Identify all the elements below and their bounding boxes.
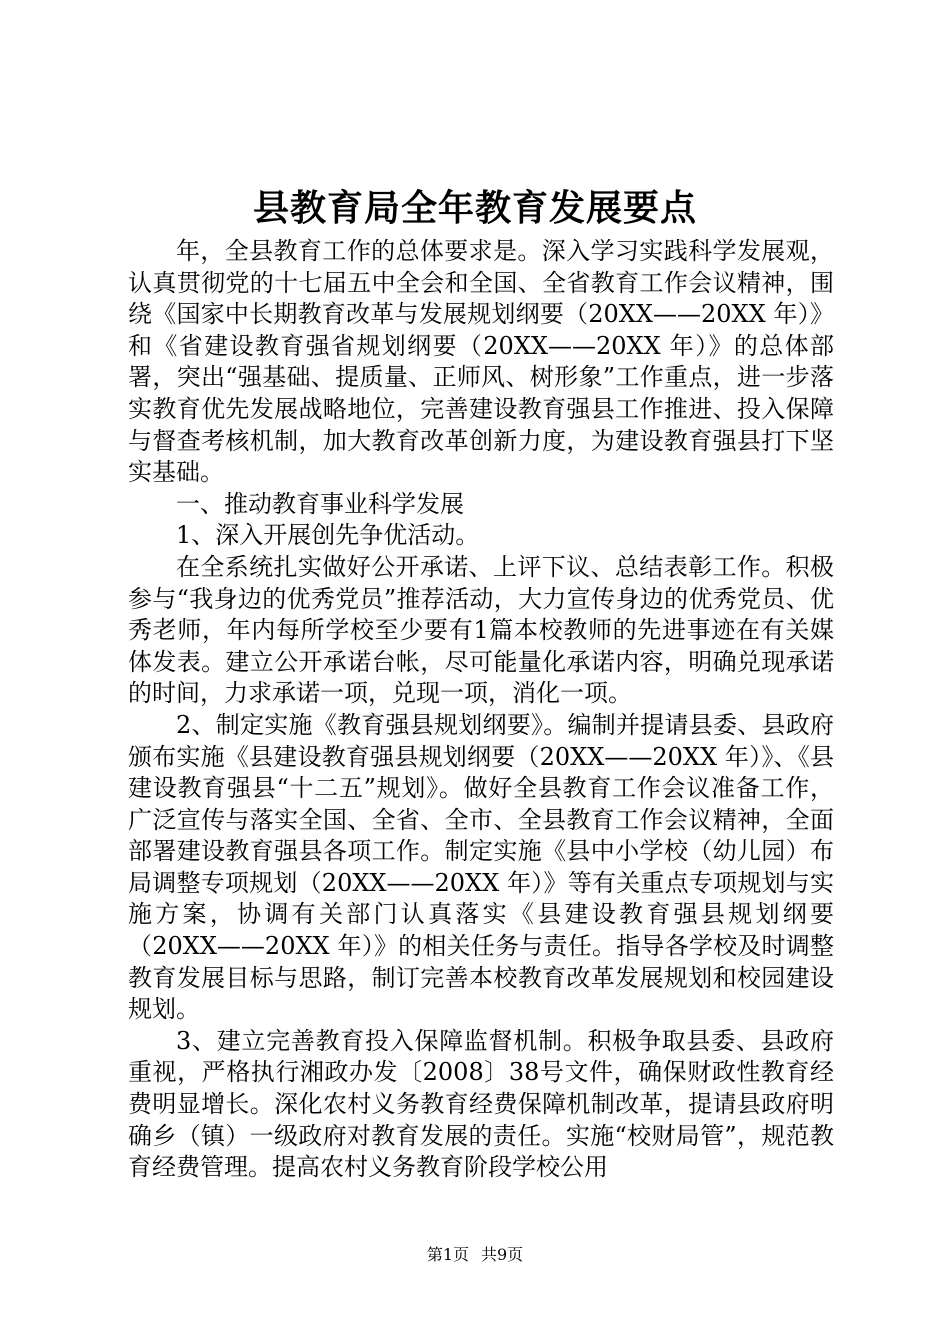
body-paragraph: 2、制定实施《教育强县规划纲要》。编制并提请县委、县政府颁布实施《县建设教育强县规划纲要（20XX——20XX 年）》、《县建设教育强县“十二五”规划》。做好全县教育工作会议准备工作，广泛宣传与落实全国、全省、全市、全县教育工作会议精神，全面部署建设教育强县各项工作。制定实施《县中小学校（幼儿园）布局调整专项规划（20XX——20XX 年）》等有关重点专项规划与实施方案，协调有关部门认真落实《县建设教育强县规划纲要（20XX——20XX 年）》的相关任务与责任。指导各学校及时调整教育发展目标与思路，制订完善本校教育改革发展规划和校园建设规划。 [128,710,834,1024]
section-heading: 一、推动教育事业科学发展 [176,489,464,518]
document-body [128,236,834,1184]
body-paragraph: 3、建立完善教育投入保障监督机制。积极争取县委、县政府重视，严格执行湘政办发〔2008〕38号文件，确保财政性教育经费明显增长。深化农村义务教育经费保障机制改革，提请县政府明确乡（镇）一级政府对教育发展的责任。实施“校财局管”，规范教育经费管理。提高农村义务教育阶段学校公用 [128,1026,834,1182]
page-total: 共9页 [481,1245,524,1264]
document-title: 县教育局全年教育发展要点 [252,187,697,229]
body-paragraph: 在全系统扎实做好公开承诺、上评下议、总结表彰工作。积极参与“我身边的优秀党员”推荐活动，大力宣传身边的优秀党员、优秀老师，年内每所学校至少要有1篇本校教师的先进事迹在有关媒体发表。建立公开承诺台帐，尽可能量化承诺内容，明确兑现承诺的时间，力求承诺一项，兑现一项，消化一项。 [128,552,834,708]
page-number: 第1页 [426,1245,469,1264]
intro-paragraph: 年，全县教育工作的总体要求是。深入学习实践科学发展观，认真贯彻党的十七届五中全会和全国、全省教育工作会议精神，围绕《国家中长期教育改革与发展规划纲要（20XX——20XX 年）》和《省建设教育强省规划纲要（20XX——20XX 年）》的总体部署，突出“强基础、提质量、正师风、树形象”工作重点，进一步落实教育优先发展战略地位，完善建设教育强县工作推进、投入保障与督查考核机制，加大教育改革创新力度，为建设教育强县打下坚实基础。 [128,237,834,487]
subsection-heading: 1、深入开展创先争优活动。 [176,521,480,550]
page-footer [0,1245,950,1265]
